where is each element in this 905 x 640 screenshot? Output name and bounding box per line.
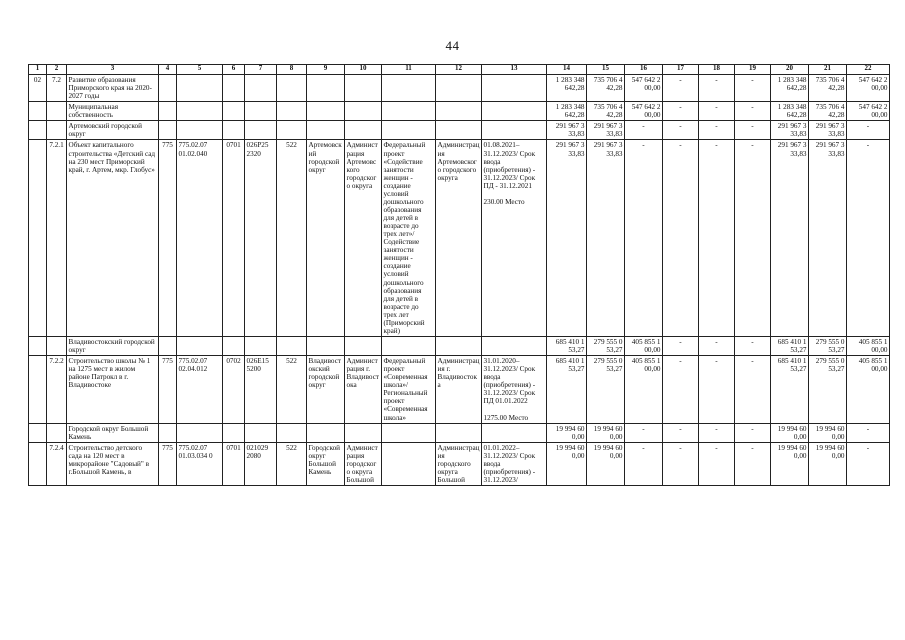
table-cell: 735 706 4 42,28 (587, 102, 625, 121)
table-cell: - (663, 442, 699, 485)
table-cell (29, 442, 47, 485)
table-cell: - (663, 121, 699, 140)
table-cell: 405 855 1 00,00 (625, 356, 663, 424)
table-cell: - (663, 140, 699, 337)
table-cell (223, 75, 245, 102)
table-cell: 775.02.07 01.02.040 (177, 140, 223, 337)
table-cell: - (735, 442, 771, 485)
table-cell: 291 967 3 33,83 (809, 121, 847, 140)
column-header-2: 2 (47, 65, 67, 75)
table-cell: - (847, 442, 890, 485)
table-cell: 7.2.2 (47, 356, 67, 424)
table-cell: 522 (277, 442, 307, 485)
table-cell: 021029 2080 (245, 442, 277, 485)
table-cell (277, 336, 307, 355)
budget-table (28, 64, 890, 486)
table-cell (29, 102, 47, 121)
table-cell: 291 967 3 33,83 (587, 121, 625, 140)
table-cell: - (735, 336, 771, 355)
table-cell: 01.08.2021–31.12.2023/ Срок ввода (приобретения) - 31.12.2023/ Срок ПД - 31.12.2021 230.00 Место (482, 140, 547, 337)
table-cell: Артемовский городской округ (307, 140, 345, 337)
table-cell (436, 336, 482, 355)
column-header-16: 16 (625, 65, 663, 75)
column-header-4: 4 (159, 65, 177, 75)
table-cell: - (625, 423, 663, 442)
table-cell: - (735, 356, 771, 424)
column-header-11: 11 (382, 65, 436, 75)
table-cell (177, 423, 223, 442)
table-cell (29, 423, 47, 442)
table-cell: 279 555 0 53,27 (809, 336, 847, 355)
table-cell: - (699, 336, 735, 355)
table-cell: - (699, 423, 735, 442)
table-cell: Администрация Артемовского городского округа (436, 140, 482, 337)
table-cell (29, 336, 47, 355)
table-cell: - (699, 102, 735, 121)
table-cell (307, 121, 345, 140)
table-cell: - (699, 140, 735, 337)
table-cell: Администрация городского округа Большой (345, 442, 382, 485)
table-cell (159, 423, 177, 442)
table-cell: Городской округ Большой Камень (67, 423, 159, 442)
table-cell (47, 423, 67, 442)
table-cell: 291 967 3 33,83 (547, 121, 587, 140)
table-cell: 19 994 60 0,00 (547, 442, 587, 485)
table-cell: 547 642 2 00,00 (625, 75, 663, 102)
column-header-8: 8 (277, 65, 307, 75)
table-cell: 775.02.07 01.03.034 0 (177, 442, 223, 485)
table-cell: - (699, 121, 735, 140)
table-cell: - (625, 442, 663, 485)
page-number: 44 (445, 38, 460, 53)
table-cell (307, 102, 345, 121)
table-cell: Строительство детского сада на 120 мест в микрорайоне "Садовый" в г.Большой Камень, в (67, 442, 159, 485)
table-cell: - (625, 121, 663, 140)
table-cell: 01.01.2022–31.12.2023/ Срок ввода (приобретения) - 31.12.2023/ (482, 442, 547, 485)
table-cell: 547 642 2 00,00 (625, 102, 663, 121)
table-cell: 19 994 60 0,00 (587, 442, 625, 485)
table-cell (47, 102, 67, 121)
table-cell (307, 423, 345, 442)
table-cell: - (663, 336, 699, 355)
table-cell (159, 75, 177, 102)
table-cell (436, 423, 482, 442)
table-cell: - (625, 140, 663, 337)
table-cell (245, 423, 277, 442)
table-cell (382, 423, 436, 442)
table-cell: 1 283 348 642,28 (547, 102, 587, 121)
table-cell (345, 336, 382, 355)
table-cell: 279 555 0 53,27 (587, 336, 625, 355)
table-cell: 735 706 4 42,28 (809, 75, 847, 102)
table-cell (482, 102, 547, 121)
table-cell: 31.01.2020–31.12.2023/ Срок ввода (приобретения) - 31.12.2023/ Срок ПД 01.01.2022 1275.00 Место (482, 356, 547, 424)
table-cell: 291 967 3 33,83 (587, 140, 625, 337)
table-cell: 291 967 3 33,83 (771, 140, 809, 337)
table-cell: 522 (277, 356, 307, 424)
table-cell (345, 75, 382, 102)
table-cell: 291 967 3 33,83 (771, 121, 809, 140)
table-cell (223, 102, 245, 121)
table-cell: Федеральный проект «Содействие занятости женщин - создание условий дошкольного образования для детей в возрасте до трех лет»/Содействие занятости женщин - создание условий дошкольного образования для детей в возрасте до трех лет (Приморский край) (382, 140, 436, 337)
table-cell (482, 336, 547, 355)
table-cell: 685 410 1 53,27 (547, 356, 587, 424)
table-cell: Администрация Артемовского городского округа (345, 140, 382, 337)
column-header-10: 10 (345, 65, 382, 75)
table-cell (307, 336, 345, 355)
table-cell: 775 (159, 356, 177, 424)
table-cell (29, 121, 47, 140)
table-row (29, 336, 890, 355)
table-cell: 02 (29, 75, 47, 102)
column-header-21: 21 (809, 65, 847, 75)
table-cell: 19 994 60 0,00 (547, 423, 587, 442)
table-cell: Муниципальная собственность (67, 102, 159, 121)
table-cell: - (663, 75, 699, 102)
table-cell (277, 102, 307, 121)
column-header-5: 5 (177, 65, 223, 75)
table-row (29, 121, 890, 140)
table-cell (436, 102, 482, 121)
table-cell (382, 75, 436, 102)
table-cell (345, 102, 382, 121)
column-header-13: 13 (482, 65, 547, 75)
table-cell (245, 75, 277, 102)
table-cell: - (699, 442, 735, 485)
table-row (29, 442, 890, 485)
table-cell (345, 121, 382, 140)
table-cell: 685 410 1 53,27 (547, 336, 587, 355)
table-cell (382, 442, 436, 485)
table-cell: 1 283 348 642,28 (547, 75, 587, 102)
column-header-22: 22 (847, 65, 890, 75)
table-cell (277, 423, 307, 442)
column-header-20: 20 (771, 65, 809, 75)
table-cell: 19 994 60 0,00 (809, 423, 847, 442)
column-header-12: 12 (436, 65, 482, 75)
table-cell (177, 102, 223, 121)
table-cell: 7.2.1 (47, 140, 67, 337)
column-header-14: 14 (547, 65, 587, 75)
column-header-15: 15 (587, 65, 625, 75)
table-cell: 7.2.4 (47, 442, 67, 485)
table-cell: 547 642 2 00,00 (847, 102, 890, 121)
table-cell: - (847, 423, 890, 442)
table-cell: Городской округ Большой Камень (307, 442, 345, 485)
table-cell: 735 706 4 42,28 (587, 75, 625, 102)
table-cell: Развитие образования Приморского края на 2020-2027 годы (67, 75, 159, 102)
table-cell (159, 121, 177, 140)
table-cell: - (735, 75, 771, 102)
table-cell (482, 423, 547, 442)
table-cell: 7.2 (47, 75, 67, 102)
table-cell: - (699, 75, 735, 102)
table-cell: 775 (159, 140, 177, 337)
table-cell (223, 336, 245, 355)
table-row (29, 423, 890, 442)
table-cell (245, 121, 277, 140)
table-cell (47, 336, 67, 355)
table-cell: Администрация городского округа Большой (437, 443, 480, 484)
table-cell (177, 121, 223, 140)
table-cell (177, 336, 223, 355)
table-cell: Объект капитального строительства «Детский сад на 230 мест Приморский край, г. Артем, мкр. Глобус» (67, 140, 159, 337)
table-cell: - (847, 121, 890, 140)
table-cell (159, 336, 177, 355)
table-cell: - (735, 102, 771, 121)
table-cell: 291 967 3 33,83 (547, 140, 587, 337)
table-cell (29, 140, 47, 337)
column-header-9: 9 (307, 65, 345, 75)
table-cell (29, 356, 47, 424)
table-cell: 1 283 348 642,28 (771, 75, 809, 102)
table-cell: 522 (277, 140, 307, 337)
table-cell (223, 121, 245, 140)
table-cell (382, 336, 436, 355)
table-cell: - (663, 356, 699, 424)
table-cell: 19 994 60 0,00 (587, 423, 625, 442)
column-header-19: 19 (735, 65, 771, 75)
table-cell: Владивостокский городской округ (307, 356, 345, 424)
table-cell (159, 102, 177, 121)
table-cell (382, 102, 436, 121)
table-cell: 19 994 60 0,00 (771, 442, 809, 485)
table-cell: 685 410 1 53,27 (771, 356, 809, 424)
table-cell: - (699, 356, 735, 424)
table-cell: 405 855 1 00,00 (847, 336, 890, 355)
column-header-7: 7 (245, 65, 277, 75)
table-cell: - (735, 140, 771, 337)
table-cell: - (735, 121, 771, 140)
table-row (29, 102, 890, 121)
table-cell: Владивостокский городской округ (67, 336, 159, 355)
table-cell: Администрация г. Владивостока (436, 356, 482, 424)
table-header-row (29, 65, 890, 75)
table-cell: 279 555 0 53,27 (587, 356, 625, 424)
table-cell: Администрация г. Владивостока (345, 356, 382, 424)
table-cell (277, 75, 307, 102)
table-cell: 547 642 2 00,00 (847, 75, 890, 102)
table-cell: 0702 (223, 356, 245, 424)
table-cell: 735 706 4 42,28 (809, 102, 847, 121)
table-cell: 026P25 2320 (245, 140, 277, 337)
table-cell: Федеральный проект «Современная школа»/Региональный проект «Современная школа» (382, 356, 436, 424)
table-cell: 0701 (223, 442, 245, 485)
table-cell: Строительство школы № 1 на 1275 мест в жилом районе Патрокл в г. Владивостоке (67, 356, 159, 424)
table-cell (177, 75, 223, 102)
table-cell: 775 (159, 442, 177, 485)
table-cell: 279 555 0 53,27 (809, 356, 847, 424)
table-cell (436, 121, 482, 140)
table-cell (382, 121, 436, 140)
table-cell: - (663, 423, 699, 442)
table-cell: 19 994 60 0,00 (771, 423, 809, 442)
column-header-6: 6 (223, 65, 245, 75)
table-cell (345, 423, 382, 442)
table-row (29, 75, 890, 102)
table-cell: 291 967 3 33,83 (809, 140, 847, 337)
table-cell (223, 423, 245, 442)
table-cell: 405 855 1 00,00 (847, 356, 890, 424)
column-header-3: 3 (67, 65, 159, 75)
column-header-17: 17 (663, 65, 699, 75)
table-cell (436, 75, 482, 102)
table-cell: 775.02.07 02.04.012 (177, 356, 223, 424)
table-row (29, 356, 890, 424)
column-header-1: 1 (29, 65, 47, 75)
table-cell (245, 336, 277, 355)
table-cell: 1 283 348 642,28 (771, 102, 809, 121)
table-cell: - (735, 423, 771, 442)
table-cell: 405 855 1 00,00 (625, 336, 663, 355)
table-cell: - (847, 140, 890, 337)
column-header-18: 18 (699, 65, 735, 75)
table-row (29, 140, 890, 337)
table-cell (47, 121, 67, 140)
table-cell (307, 75, 345, 102)
table-cell (245, 102, 277, 121)
table-cell: Артемовский городской округ (67, 121, 159, 140)
table-cell: 19 994 60 0,00 (809, 442, 847, 485)
table-cell (277, 121, 307, 140)
table-cell (482, 75, 547, 102)
table-cell (482, 121, 547, 140)
table-cell: - (663, 102, 699, 121)
table-cell: 0701 (223, 140, 245, 337)
table-cell: 026E15 5200 (245, 356, 277, 424)
table-cell: 685 410 1 53,27 (771, 336, 809, 355)
